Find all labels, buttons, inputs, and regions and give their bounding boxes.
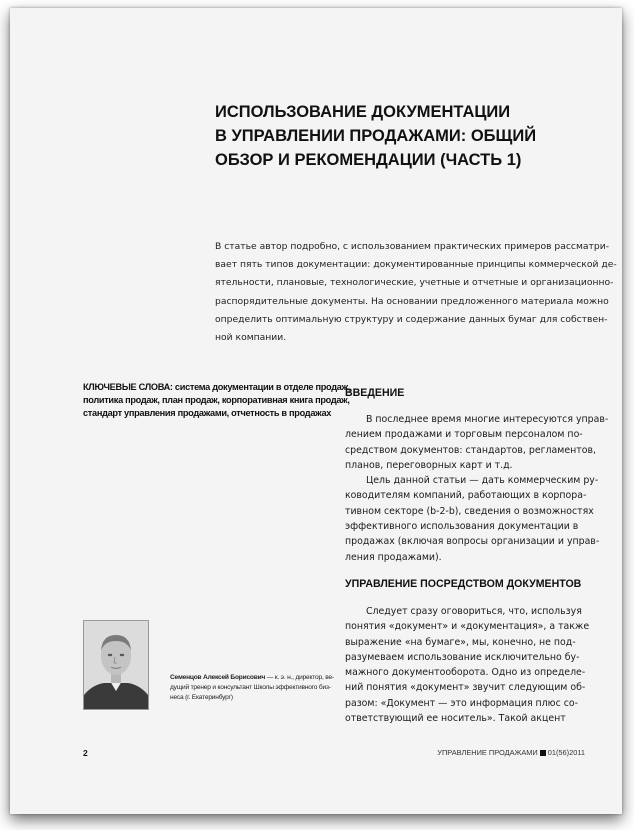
body-line: планов, переговорных карт и т.д. xyxy=(345,459,513,471)
body-line: эффективного использования документации в xyxy=(345,521,579,533)
body-line: выражение «на бумаге», мы, конечно, не под- xyxy=(345,636,576,648)
section-heading-introduction: ВВЕДЕНИЕ xyxy=(345,387,405,399)
section-heading-document-management: УПРАВЛЕНИЕ ПОСРЕДСТВОМ ДОКУМЕНТОВ xyxy=(345,578,582,590)
body-line: Следует сразу оговориться, что, используя xyxy=(366,606,582,617)
title-line: В УПРАВЛЕНИИ ПРОДАЖАМИ: ОБЩИЙ xyxy=(215,127,537,145)
keywords-line: стандарт управления продажами, отчетность в продажах xyxy=(83,408,332,418)
body-line: ководителям компаний, работающих в корпора- xyxy=(345,490,587,502)
body-line: лением продажами и торговым персоналом по- xyxy=(345,429,583,441)
journal-issue: 01(56)2011 xyxy=(547,748,585,757)
abstract-line: распорядительные документы. На основании предложенного материала можно xyxy=(215,295,609,307)
body-line: разом: «Документ — это информация плюс со- xyxy=(345,697,578,709)
keywords-line xyxy=(83,381,351,394)
section-body-document-management xyxy=(345,604,605,726)
body-line: Цель данной статьи — дать коммерческим ру- xyxy=(366,475,599,487)
author-bio xyxy=(170,673,335,703)
body-line: тивном секторе (b-2-b), сведения о возможностях xyxy=(345,505,594,517)
abstract-line: определить оптимальную структуру и содержание данных бумаг для собствен- xyxy=(215,313,608,325)
keywords-label: КЛЮЧЕВЫЕ СЛОВА: xyxy=(83,382,173,392)
author-photo xyxy=(83,620,149,710)
abstract-line: ятельности, плановые, технологические, учетные и отчетные и организационно- xyxy=(215,277,614,289)
journal-footer xyxy=(437,748,585,757)
author-bio-line: неса (г. Екатеринбург) xyxy=(170,694,233,701)
body-line: ления продажами). xyxy=(345,551,442,563)
abstract-line: вает пять типов документации: документированные принципы коммерческой де- xyxy=(215,259,617,271)
document-page xyxy=(10,8,622,814)
square-bullet-icon xyxy=(540,750,546,756)
body-line: В последнее время многие интересуются управ- xyxy=(366,414,609,425)
title-line: ИСПОЛЬЗОВАНИЕ ДОКУМЕНТАЦИИ xyxy=(215,103,511,121)
article-title xyxy=(215,100,605,172)
page-number: 2 xyxy=(83,748,88,758)
keywords-block xyxy=(83,381,351,420)
author-bio-line: дущий тренер и консультант Школы эффективного биз- xyxy=(170,684,331,691)
body-line: ответствующий ее носитель». Такой акцент xyxy=(345,713,566,725)
abstract-line: ной компании. xyxy=(215,332,287,344)
journal-name: УПРАВЛЕНИЕ ПРОДАЖАМИ xyxy=(437,748,538,757)
author-bio-line xyxy=(170,673,335,683)
author-portrait-icon xyxy=(84,621,148,709)
body-line: разумеваем использование исключительно бу- xyxy=(345,651,580,663)
author-name: Семенцов Алексей Борисович xyxy=(170,674,266,681)
body-line: понятия «документ» и «документация», а также xyxy=(345,621,590,633)
author-desc: — к. э. н., директор, ве- xyxy=(265,674,334,681)
abstract-line: В статье автор подробно, с использованием практических примеров рассматри- xyxy=(215,241,610,252)
body-line: продажах (включая вопросы организации и управ- xyxy=(345,536,600,548)
body-line: средством документов: стандартов, регламентов, xyxy=(345,444,596,456)
keywords-line: политика продаж, план продаж, корпоративная книга продаж, xyxy=(83,395,350,405)
title-line: ОБЗОР И РЕКОМЕНДАЦИИ (ЧАСТЬ 1) xyxy=(215,151,522,169)
body-line: мажного документооборота. Одно из определе- xyxy=(345,667,586,679)
keywords-text: система документации в отделе продаж, xyxy=(172,382,351,392)
article-abstract xyxy=(215,238,617,347)
body-line: ний понятия «документ» звучит следующим об- xyxy=(345,682,586,694)
section-body-introduction xyxy=(345,412,609,565)
